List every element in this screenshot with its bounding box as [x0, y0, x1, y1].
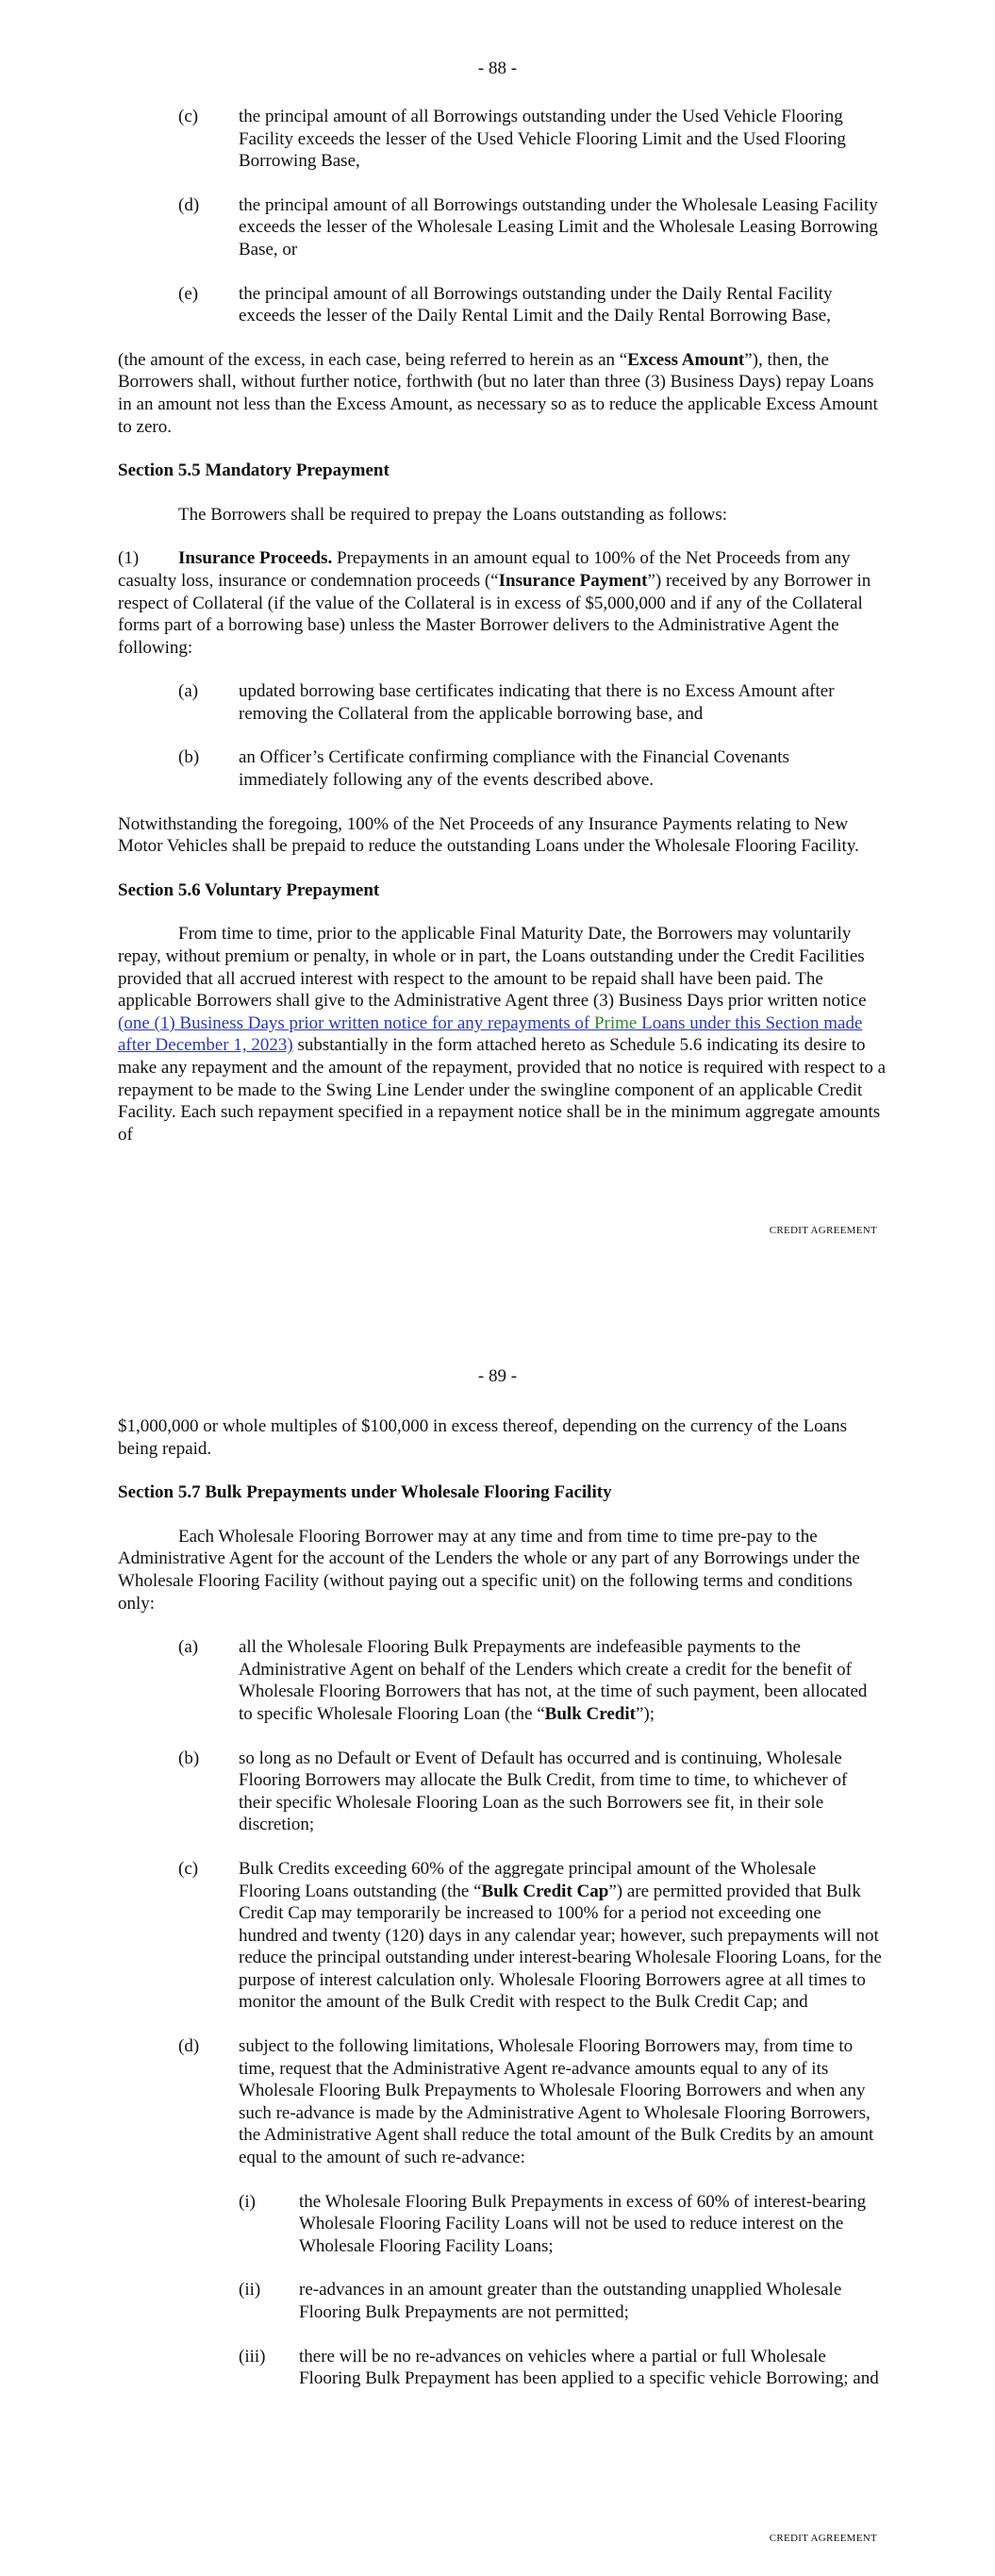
insurance-proceeds-paragraph: (1) Insurance Proceeds. Prepayments in an amount equal to 100% of the Net Proceeds from any casualty loss, insurance or condemnation proceeds (“Insurance Payment”) received by any Borrower in respect of Collateral (if the value of the Collateral is in excess of $5,000,000 and if any of the Collateral forms part of a borrowing base) unless the Master Borrower delivers to the Administrative Agent the following:	[118, 548, 871, 658]
sub-list-item	[118, 2279, 889, 2323]
page-number: - 89 -	[477, 1366, 518, 1386]
voluntary-prepayment-paragraph: From time to time, prior to the applicable Final Maturity Date, the Borrowers may voluntarily repay, without premium or penalty, in whole or in part, the Loans outstanding under the Credit Facilities provided that all accrued interest with respect to the amount to be repaid shall have been paid. The applicable Borrowers shall give to the Administrative Agent three (3) Business Days prior written notice (one (1) Business Days prior written notice for any repayments of Prime Loans under this Section made after December 1, 2023) substantially in the form attached hereto as Schedule 5.6 indicating its desire to make any repayment and the amount of the repayment, provided that no notice is required with respect to a repayment to be made to the Swing Line Lender under the swingline component of an applicable Credit Facility. Each such repayment specified in a repayment notice shall be in the minimum aggregate amounts of	[118, 924, 887, 1145]
section-5-6-heading: Section 5.6 Voluntary Prepayment	[118, 879, 380, 900]
item-text: the principal amount of all Borrowings outstanding under the Used Vehicle Flooring Facility exceeds the lesser of the Used Vehicle Flooring Limit and the Used Flooring Borrowing Base,	[239, 107, 846, 172]
section-5-7-heading: Section 5.7 Bulk Prepayments under Wholesale Flooring Facility	[118, 1482, 612, 1503]
list-item	[118, 746, 889, 791]
item-label: (c)	[178, 107, 199, 126]
item-text: updated borrowing base certificates indicating that there is no Excess Amount after removing the Collateral from the applicable borrowing base, and	[239, 681, 835, 724]
item-label: (d)	[178, 2036, 200, 2057]
list-item	[118, 1858, 889, 2014]
notwithstanding-paragraph: Notwithstanding the foregoing, 100% of the Net Proceeds of any Insurance Payments relating to New Motor Vehicles shall be prepaid to reduce the outstanding Loans under the Wholesale Flooring Facility.	[118, 813, 859, 857]
inserted-text: (one (1) Business Days prior written notice for any repayments of Prime Loans under this Section made after December 1, 2023)	[118, 1012, 863, 1056]
excess-amount-paragraph: (the amount of the excess, in each case, being referred to herein as an “Excess Amount”), then, the Borrowers shall, without further notice, forthwith (but no later than three (3) Business Days) repay Loans in an amount not less than the Excess Amount, as necessary so as to reduce the applicable Excess Amount to zero.	[118, 349, 878, 437]
item-label: (b)	[178, 1748, 200, 1768]
item-text: the principal amount of all Borrowings outstanding under the Wholesale Leasing Facility exceeds the lesser of the Wholesale Leasing Limit and the Wholesale Leasing Borrowing Base, or	[239, 194, 878, 259]
item-label: (a)	[178, 681, 199, 702]
sub-item-text: there will be no re-advances on vehicles where a partial or full Wholesale Flooring Bulk Prepayment has been applied to a specific vehicle Borrowing; and	[299, 2346, 879, 2389]
list-item	[118, 283, 889, 327]
item-label: (a)	[178, 1637, 199, 1658]
item-label: (d)	[178, 194, 200, 215]
page-body	[118, 1415, 889, 2412]
sub-item-label: (ii)	[239, 2280, 261, 2300]
sub-list-item	[118, 2346, 889, 2390]
item-label: (e)	[178, 283, 199, 304]
section-5-5-intro: The Borrowers shall be required to prepay the Loans outstanding as follows:	[178, 504, 727, 525]
sub-item-label: (iii)	[239, 2346, 266, 2367]
sub-list-item	[118, 2191, 889, 2258]
section-5-5-heading: Section 5.5 Mandatory Prepayment	[118, 460, 390, 481]
item-text: Bulk Credits exceeding 60% of the aggregate principal amount of the Wholesale Flooring Loans outstanding (the “Bulk Credit Cap”) are permitted provided that Bulk Credit Cap may temporarily be increased to 100% for a period not exceeding one hundred and twenty (120) days in any calendar year; however, such prepayments will not reduce the principal outstanding under interest-bearing Wholesale Flooring Loans, for the purpose of interest calculation only. Wholesale Flooring Borrowers agree at all times to monitor the amount of the Bulk Credit with respect to the Bulk Credit Cap; and	[239, 1858, 882, 2013]
defined-term: Bulk Credit Cap	[481, 1881, 609, 1901]
footer-label: CREDIT AGREEMENT	[769, 1225, 877, 1236]
continuation-paragraph: $1,000,000 or whole multiples of $100,000 in excess thereof, depending on the currency of the Loans being repaid.	[118, 1416, 848, 1459]
paragraph-heading: Insurance Proceeds.	[178, 548, 333, 569]
defined-term: Insurance Payment	[498, 570, 648, 591]
list-item	[118, 1636, 889, 1725]
sub-item-label: (i)	[239, 2191, 256, 2212]
item-text: so long as no Default or Event of Default has occurred and is continuing, Wholesale Flooring Borrowers may allocate the Bulk Credit, from time to time, to whichever of their specific Wholesale Flooring Loan as the such Borrowers see fit, in their sole discretion;	[239, 1748, 848, 1835]
item-label: (c)	[178, 1858, 199, 1879]
defined-term: Bulk Credit	[544, 1703, 636, 1724]
item-text: subject to the following limitations, Wholesale Flooring Borrowers may, from time to time, request that the Administrative Agent re-advance amounts equal to any of its Wholesale Flooring Bulk Prepayments to Wholesale Flooring Borrowers and when any such re-advance is made by the Administrative Agent to Wholesale Flooring Borrowers, the Administrative Agent shall reduce the total amount of the Bulk Credits by an amount equal to the amount of such re-advance:	[239, 2036, 874, 2168]
section-5-7-intro: Each Wholesale Flooring Borrower may at any time and from time to time pre-pay to the Administrative Agent for the account of the Lenders the whole or any part of any Borrowings under the Wholesale Flooring Facility (without paying out a specific unit) on the following terms and conditions only:	[118, 1526, 860, 1614]
page-body	[118, 106, 889, 1167]
item-label: (b)	[178, 747, 200, 768]
paragraph-number: (1)	[118, 548, 140, 569]
item-text: the principal amount of all Borrowings outstanding under the Daily Rental Facility exceeds the lesser of the Daily Rental Limit and the Daily Rental Borrowing Base,	[239, 283, 833, 326]
list-item	[118, 2035, 889, 2169]
item-text: an Officer’s Certificate confirming compliance with the Financial Covenants immediately following any of the events described above.	[239, 747, 789, 791]
defined-term: Excess Amount	[627, 349, 745, 370]
item-text: all the Wholesale Flooring Bulk Prepayments are indefeasible payments to the Administrative Agent on behalf of the Lenders which create a credit for the benefit of Wholesale Flooring Borrowers that has not, at the time of such payment, been allocated to specific Wholesale Flooring Loan (the “Bulk Credit”);	[239, 1637, 868, 1724]
footer-label: CREDIT AGREEMENT	[769, 2533, 877, 2544]
page-89	[0, 1312, 995, 2576]
list-item	[118, 194, 889, 261]
sub-item-text: re-advances in an amount greater than the outstanding unapplied Wholesale Flooring Bulk Prepayments are not permitted;	[299, 2280, 842, 2322]
list-item	[118, 680, 889, 725]
list-item	[118, 1748, 889, 1836]
page-number: - 88 -	[477, 59, 518, 78]
sub-item-text: the Wholesale Flooring Bulk Prepayments in excess of 60% of interest-bearing Wholesale Flooring Facility Loans will not be used to reduce interest on the Wholesale Flooring Facility Loans;	[299, 2191, 867, 2256]
list-item	[118, 106, 889, 173]
